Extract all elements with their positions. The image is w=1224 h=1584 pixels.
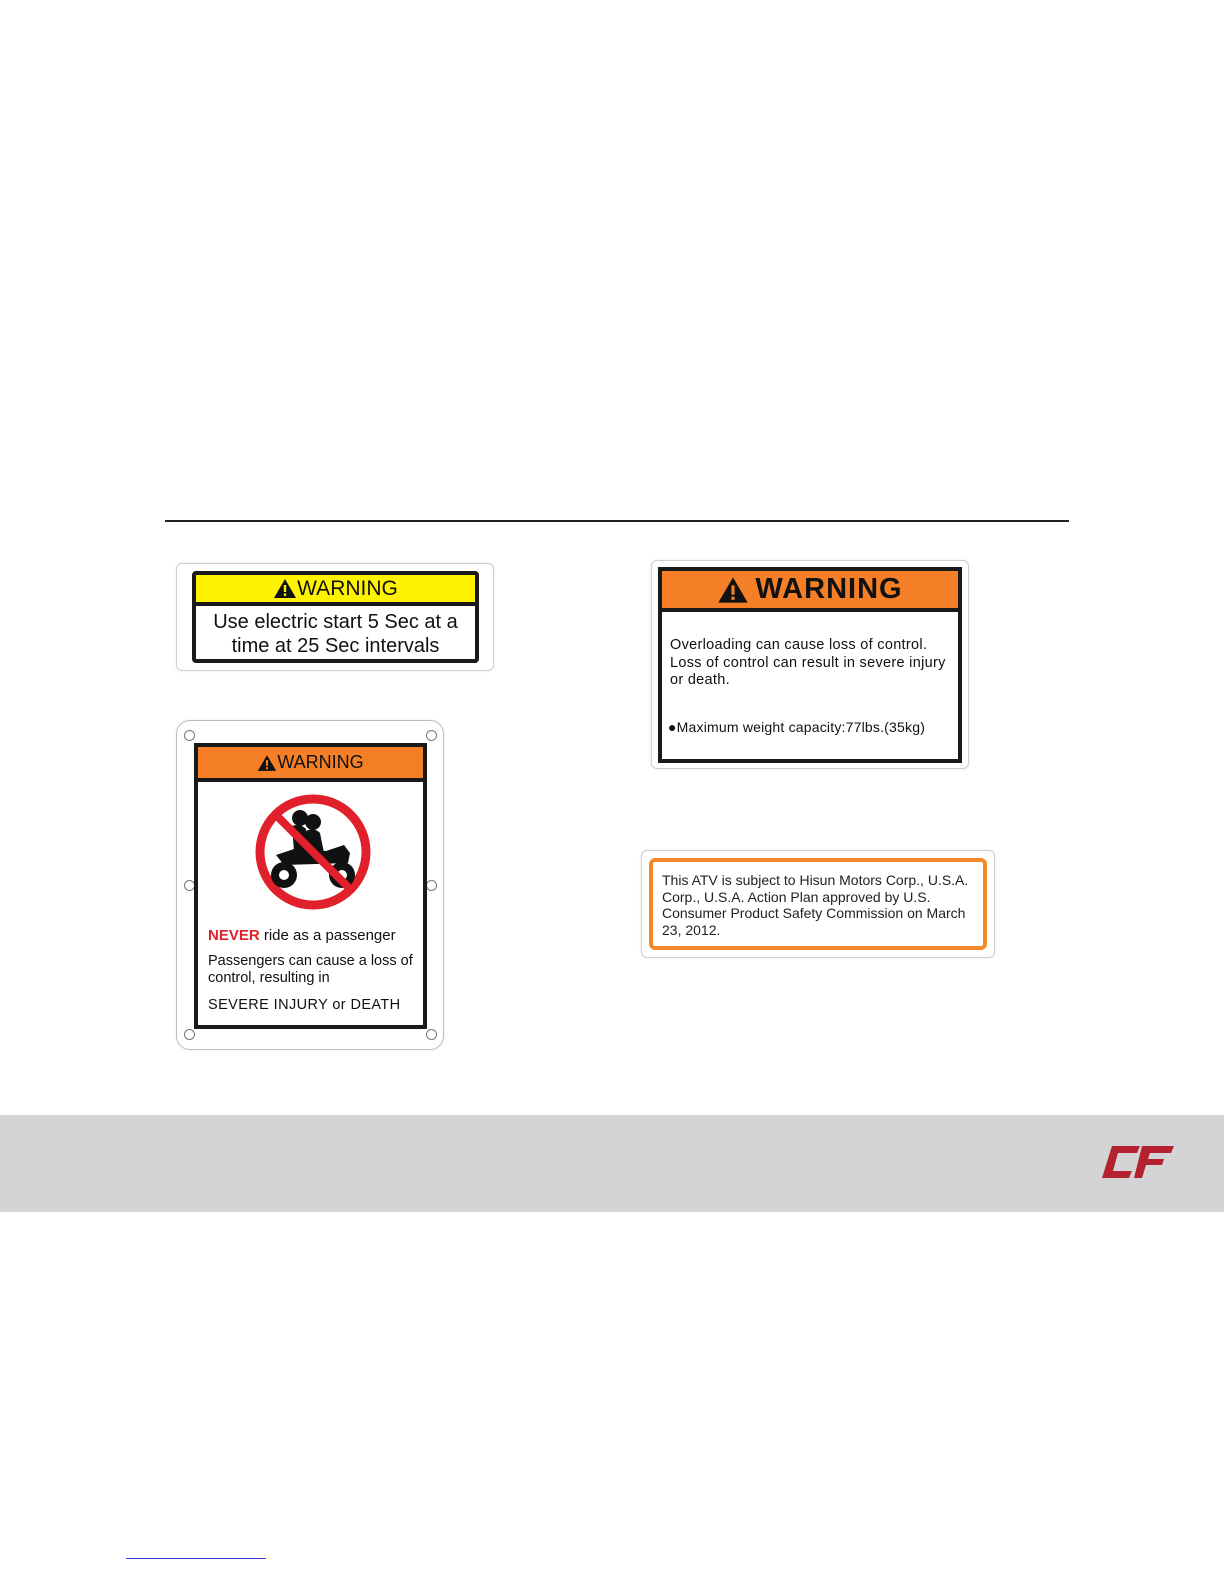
warning-triangle-icon [257, 754, 277, 772]
label-frame [192, 571, 479, 663]
warning-heading: WARNING [277, 752, 364, 772]
action-plan-text: This ATV is subject to Hisun Motors Corp., U.S.A. Corp., U.S.A. Action Plan approved by U.S. Consumer Product Safety Commission on March 23, 2012. [662, 872, 969, 938]
capacity-text: Maximum weight capacity:77lbs.(35kg) [676, 719, 926, 735]
mounting-hole [426, 1029, 437, 1040]
passenger-warning-label [176, 720, 444, 1050]
never-ride-line [208, 927, 396, 944]
mounting-hole [184, 1029, 195, 1040]
warning-heading: WARNING [755, 573, 903, 605]
label-frame [658, 567, 962, 763]
warning-heading: WARNING [297, 576, 398, 600]
no-passenger-atv-icon [254, 793, 372, 911]
link-underline [126, 1558, 266, 1559]
label-frame [194, 743, 427, 1029]
mounting-hole [426, 730, 437, 741]
action-plan-label [641, 850, 995, 958]
capacity-line [668, 719, 925, 735]
mounting-hole [184, 730, 195, 741]
label-frame [649, 858, 987, 950]
severe-injury-text: SEVERE INJURY or DEATH [208, 997, 401, 1013]
cfmoto-logo-icon [1100, 1142, 1176, 1182]
electric-start-warning-label [176, 563, 494, 671]
mounting-hole [426, 880, 437, 891]
overload-warning-label [651, 560, 969, 769]
never-emphasis: NEVER [208, 927, 260, 944]
message-line: Use electric start 5 Sec at a [213, 611, 458, 633]
overload-message: Overloading can cause loss of control. Loss of control can result in severe injury or death. [670, 637, 946, 688]
warning-triangle-icon [273, 578, 297, 599]
warning-header-bar [198, 747, 423, 782]
warning-header-bar [662, 571, 958, 612]
passenger-body-text: Passengers can cause a loss of control, resulting in [208, 953, 413, 986]
warning-triangle-icon [717, 576, 749, 604]
message-line: time at 25 Sec intervals [231, 635, 440, 657]
warning-message [196, 606, 475, 658]
bullet-icon: ● [668, 719, 677, 735]
never-rest-text: ride as a passenger [263, 927, 396, 944]
section-divider [165, 520, 1069, 522]
warning-header-bar [196, 575, 475, 606]
footer-band [0, 1115, 1224, 1212]
